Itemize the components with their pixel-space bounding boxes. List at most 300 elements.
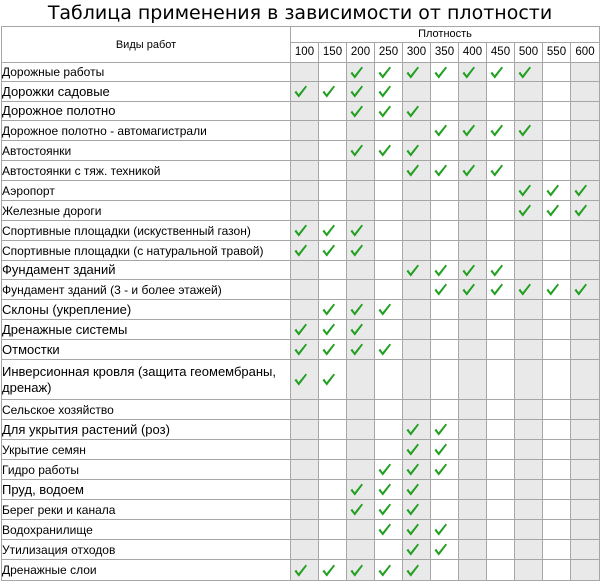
density-cell-450 <box>487 440 515 460</box>
work-type-label: Пруд, водоем <box>2 480 291 500</box>
density-cell-350 <box>431 360 459 400</box>
density-cell-300 <box>403 280 431 300</box>
table-row <box>2 480 600 500</box>
density-cell-550 <box>543 121 571 141</box>
density-cell-250 <box>375 280 403 300</box>
density-cell-400 <box>459 400 487 420</box>
types-header: Виды работ <box>2 27 291 63</box>
density-cell-400 <box>459 320 487 340</box>
density-cell-600 <box>571 540 600 560</box>
density-cell-200 <box>347 241 375 261</box>
density-cell-400 <box>459 300 487 320</box>
work-type-label: Отмостки <box>2 340 291 360</box>
density-cell-450 <box>487 221 515 241</box>
density-cell-450 <box>487 63 515 82</box>
density-cell-250 <box>375 161 403 181</box>
density-cell-450 <box>487 241 515 261</box>
density-cell-150 <box>319 360 347 400</box>
density-cell-550 <box>543 300 571 320</box>
density-500: 500 <box>515 43 543 63</box>
density-cell-400 <box>459 63 487 82</box>
density-cell-450 <box>487 181 515 201</box>
density-cell-600 <box>571 102 600 121</box>
density-cell-400 <box>459 480 487 500</box>
density-cell-500 <box>515 340 543 360</box>
density-cell-450 <box>487 520 515 540</box>
checkmark-icon <box>349 342 364 357</box>
density-cell-100 <box>291 82 319 102</box>
work-type-label: Сельское хозяйство <box>2 400 291 420</box>
density-cell-200 <box>347 420 375 440</box>
density-cell-550 <box>543 460 571 480</box>
table-row <box>2 241 600 261</box>
checkmark-icon <box>545 282 560 297</box>
density-cell-150 <box>319 280 347 300</box>
density-cell-500 <box>515 420 543 440</box>
density-cell-600 <box>571 480 600 500</box>
checkmark-icon <box>517 203 532 218</box>
density-cell-200 <box>347 520 375 540</box>
density-cell-400 <box>459 520 487 540</box>
density-cell-100 <box>291 460 319 480</box>
density-cell-400 <box>459 500 487 520</box>
density-cell-150 <box>319 141 347 161</box>
work-type-label: Утилизация отходов <box>2 540 291 560</box>
checkmark-icon <box>293 563 308 578</box>
density-cell-350 <box>431 520 459 540</box>
density-cell-600 <box>571 181 600 201</box>
density-cell-150 <box>319 82 347 102</box>
density-cell-450 <box>487 141 515 161</box>
density-cell-350 <box>431 241 459 261</box>
density-cell-600 <box>571 440 600 460</box>
density-cell-450 <box>487 201 515 221</box>
density-cell-550 <box>543 320 571 340</box>
density-cell-350 <box>431 320 459 340</box>
density-cell-450 <box>487 400 515 420</box>
density-cell-250 <box>375 63 403 82</box>
density-cell-600 <box>571 261 600 280</box>
density-cell-350 <box>431 201 459 221</box>
work-type-label: Берег реки и канала <box>2 500 291 520</box>
density-cell-400 <box>459 201 487 221</box>
density-cell-150 <box>319 201 347 221</box>
density-cell-500 <box>515 460 543 480</box>
density-cell-250 <box>375 340 403 360</box>
density-cell-500 <box>515 63 543 82</box>
density-cell-500 <box>515 241 543 261</box>
density-cell-600 <box>571 121 600 141</box>
density-cell-100 <box>291 300 319 320</box>
density-cell-400 <box>459 102 487 121</box>
checkmark-icon <box>489 163 504 178</box>
density-cell-400 <box>459 460 487 480</box>
density-cell-600 <box>571 280 600 300</box>
density-cell-350 <box>431 141 459 161</box>
density-cell-500 <box>515 360 543 400</box>
checkmark-icon <box>405 104 420 119</box>
checkmark-icon <box>517 65 532 80</box>
checkmark-icon <box>293 223 308 238</box>
density-cell-300 <box>403 360 431 400</box>
density-cell-250 <box>375 400 403 420</box>
density-cell-600 <box>571 520 600 540</box>
density-600: 600 <box>571 43 600 63</box>
density-cell-100 <box>291 63 319 82</box>
density-cell-250 <box>375 102 403 121</box>
density-cell-200 <box>347 400 375 420</box>
checkmark-icon <box>461 163 476 178</box>
density-cell-100 <box>291 440 319 460</box>
checkmark-icon <box>517 123 532 138</box>
density-cell-500 <box>515 560 543 581</box>
density-cell-500 <box>515 181 543 201</box>
density-cell-100 <box>291 480 319 500</box>
checkmark-icon <box>405 163 420 178</box>
work-type-label: Дорожное полотно - автомагистрали <box>2 121 291 141</box>
density-cell-300 <box>403 300 431 320</box>
density-cell-450 <box>487 82 515 102</box>
table-row <box>2 181 600 201</box>
table-row <box>2 340 600 360</box>
density-cell-450 <box>487 340 515 360</box>
density-cell-600 <box>571 241 600 261</box>
checkmark-icon <box>405 482 420 497</box>
density-cell-150 <box>319 440 347 460</box>
density-cell-200 <box>347 141 375 161</box>
table-row <box>2 440 600 460</box>
density-cell-100 <box>291 400 319 420</box>
density-cell-600 <box>571 300 600 320</box>
density-cell-150 <box>319 340 347 360</box>
table-row <box>2 300 600 320</box>
table-row <box>2 400 600 420</box>
work-type-label: Автостоянки с тяж. техникой <box>2 161 291 181</box>
density-cell-250 <box>375 480 403 500</box>
density-cell-600 <box>571 400 600 420</box>
density-cell-250 <box>375 300 403 320</box>
density-cell-250 <box>375 181 403 201</box>
density-cell-350 <box>431 221 459 241</box>
checkmark-icon <box>349 65 364 80</box>
density-cell-250 <box>375 82 403 102</box>
density-cell-400 <box>459 340 487 360</box>
density-cell-550 <box>543 280 571 300</box>
checkmark-icon <box>349 243 364 258</box>
density-cell-400 <box>459 280 487 300</box>
table-row <box>2 540 600 560</box>
density-cell-150 <box>319 540 347 560</box>
density-cell-200 <box>347 300 375 320</box>
density-cell-550 <box>543 221 571 241</box>
checkmark-icon <box>377 104 392 119</box>
density-cell-400 <box>459 241 487 261</box>
checkmark-icon <box>377 65 392 80</box>
density-cell-350 <box>431 400 459 420</box>
checkmark-icon <box>461 65 476 80</box>
density-cell-450 <box>487 360 515 400</box>
density-cell-400 <box>459 420 487 440</box>
density-cell-500 <box>515 102 543 121</box>
checkmark-icon <box>349 502 364 517</box>
density-cell-200 <box>347 161 375 181</box>
density-cell-300 <box>403 500 431 520</box>
density-cell-350 <box>431 460 459 480</box>
checkmark-icon <box>377 84 392 99</box>
checkmark-icon <box>405 263 420 278</box>
density-cell-500 <box>515 121 543 141</box>
density-cell-400 <box>459 82 487 102</box>
checkmark-icon <box>517 183 532 198</box>
density-cell-500 <box>515 520 543 540</box>
density-cell-250 <box>375 221 403 241</box>
checkmark-icon <box>573 183 588 198</box>
density-cell-550 <box>543 500 571 520</box>
density-cell-450 <box>487 500 515 520</box>
density-cell-100 <box>291 520 319 540</box>
table-row <box>2 520 600 540</box>
checkmark-icon <box>349 84 364 99</box>
checkmark-icon <box>349 223 364 238</box>
density-cell-500 <box>515 201 543 221</box>
density-cell-300 <box>403 141 431 161</box>
density-cell-500 <box>515 440 543 460</box>
density-cell-400 <box>459 121 487 141</box>
density-cell-200 <box>347 500 375 520</box>
density-cell-100 <box>291 261 319 280</box>
density-cell-450 <box>487 261 515 280</box>
density-cell-350 <box>431 63 459 82</box>
density-cell-400 <box>459 540 487 560</box>
density-cell-200 <box>347 460 375 480</box>
density-cell-250 <box>375 500 403 520</box>
density-cell-600 <box>571 420 600 440</box>
density-150: 150 <box>319 43 347 63</box>
density-cell-550 <box>543 520 571 540</box>
density-cell-250 <box>375 141 403 161</box>
density-cell-150 <box>319 221 347 241</box>
work-type-label: Дорожное полотно <box>2 102 291 121</box>
density-cell-150 <box>319 181 347 201</box>
density-cell-250 <box>375 460 403 480</box>
checkmark-icon <box>321 563 336 578</box>
density-cell-450 <box>487 420 515 440</box>
density-cell-100 <box>291 280 319 300</box>
density-cell-200 <box>347 261 375 280</box>
checkmark-icon <box>321 372 336 387</box>
checkmark-icon <box>405 462 420 477</box>
density-cell-350 <box>431 102 459 121</box>
density-cell-450 <box>487 102 515 121</box>
density-cell-150 <box>319 520 347 540</box>
density-cell-200 <box>347 540 375 560</box>
table-row <box>2 201 600 221</box>
density-cell-600 <box>571 201 600 221</box>
density-300: 300 <box>403 43 431 63</box>
density-cell-400 <box>459 560 487 581</box>
work-type-label: Гидро работы <box>2 460 291 480</box>
density-cell-200 <box>347 360 375 400</box>
density-cell-100 <box>291 540 319 560</box>
checkmark-icon <box>461 282 476 297</box>
density-cell-150 <box>319 241 347 261</box>
work-type-label: Спортивные площадки (с натуральной травой) <box>2 241 291 261</box>
checkmark-icon <box>517 282 532 297</box>
density-cell-550 <box>543 420 571 440</box>
density-cell-600 <box>571 221 600 241</box>
density-cell-600 <box>571 141 600 161</box>
checkmark-icon <box>349 302 364 317</box>
density-cell-500 <box>515 221 543 241</box>
density-cell-350 <box>431 420 459 440</box>
density-cell-250 <box>375 540 403 560</box>
density-cell-200 <box>347 82 375 102</box>
table-row <box>2 360 600 400</box>
density-cell-450 <box>487 540 515 560</box>
checkmark-icon <box>321 342 336 357</box>
density-250: 250 <box>375 43 403 63</box>
table-row <box>2 121 600 141</box>
checkmark-icon <box>433 65 448 80</box>
density-cell-500 <box>515 280 543 300</box>
density-cell-600 <box>571 340 600 360</box>
work-type-label: Дренажные слои <box>2 560 291 581</box>
density-cell-350 <box>431 480 459 500</box>
density-cell-350 <box>431 560 459 581</box>
density-cell-300 <box>403 460 431 480</box>
table-row <box>2 420 600 440</box>
checkmark-icon <box>461 123 476 138</box>
density-cell-200 <box>347 480 375 500</box>
table-row <box>2 63 600 82</box>
checkmark-icon <box>433 422 448 437</box>
checkmark-icon <box>461 263 476 278</box>
work-type-label: Дорожки садовые <box>2 82 291 102</box>
checkmark-icon <box>405 542 420 557</box>
density-cell-200 <box>347 102 375 121</box>
density-table <box>1 26 600 581</box>
checkmark-icon <box>405 563 420 578</box>
density-cell-500 <box>515 400 543 420</box>
density-cell-100 <box>291 340 319 360</box>
density-cell-300 <box>403 340 431 360</box>
density-cell-200 <box>347 560 375 581</box>
density-cell-550 <box>543 440 571 460</box>
density-cell-500 <box>515 161 543 181</box>
density-cell-300 <box>403 161 431 181</box>
density-cell-200 <box>347 201 375 221</box>
density-cell-600 <box>571 460 600 480</box>
density-cell-200 <box>347 121 375 141</box>
checkmark-icon <box>377 302 392 317</box>
checkmark-icon <box>377 563 392 578</box>
density-cell-300 <box>403 82 431 102</box>
checkmark-icon <box>433 263 448 278</box>
checkmark-icon <box>405 65 420 80</box>
density-cell-150 <box>319 320 347 340</box>
density-cell-200 <box>347 221 375 241</box>
work-type-label: Автостоянки <box>2 141 291 161</box>
density-cell-550 <box>543 560 571 581</box>
header-row-top <box>2 27 600 43</box>
density-cell-100 <box>291 102 319 121</box>
density-cell-550 <box>543 201 571 221</box>
density-cell-250 <box>375 201 403 221</box>
density-cell-350 <box>431 540 459 560</box>
table-row <box>2 280 600 300</box>
checkmark-icon <box>293 342 308 357</box>
table-title: Таблица применения в зависимости от плотности <box>47 2 553 24</box>
checkmark-icon <box>293 372 308 387</box>
density-cell-350 <box>431 280 459 300</box>
checkmark-icon <box>405 522 420 537</box>
density-cell-150 <box>319 420 347 440</box>
density-cell-350 <box>431 121 459 141</box>
checkmark-icon <box>573 203 588 218</box>
checkmark-icon <box>349 143 364 158</box>
density-cell-250 <box>375 420 403 440</box>
checkmark-icon <box>321 84 336 99</box>
checkmark-icon <box>377 482 392 497</box>
density-cell-200 <box>347 181 375 201</box>
work-type-label: Дорожные работы <box>2 63 291 82</box>
checkmark-icon <box>293 84 308 99</box>
density-cell-500 <box>515 300 543 320</box>
density-cell-350 <box>431 181 459 201</box>
checkmark-icon <box>573 282 588 297</box>
density-400: 400 <box>459 43 487 63</box>
density-cell-350 <box>431 340 459 360</box>
density-cell-150 <box>319 63 347 82</box>
checkmark-icon <box>321 243 336 258</box>
density-cell-500 <box>515 261 543 280</box>
density-cell-500 <box>515 500 543 520</box>
density-200: 200 <box>347 43 375 63</box>
checkmark-icon <box>545 203 560 218</box>
checkmark-icon <box>489 282 504 297</box>
checkmark-icon <box>433 442 448 457</box>
density-350: 350 <box>431 43 459 63</box>
work-type-label: Водохранилище <box>2 520 291 540</box>
checkmark-icon <box>349 482 364 497</box>
density-cell-150 <box>319 121 347 141</box>
checkmark-icon <box>405 502 420 517</box>
density-cell-550 <box>543 400 571 420</box>
density-cell-150 <box>319 400 347 420</box>
table-row <box>2 500 600 520</box>
density-cell-450 <box>487 121 515 141</box>
density-cell-200 <box>347 320 375 340</box>
checkmark-icon <box>489 65 504 80</box>
density-cell-550 <box>543 261 571 280</box>
checkmark-icon <box>377 143 392 158</box>
density-cell-150 <box>319 460 347 480</box>
checkmark-icon <box>349 563 364 578</box>
checkmark-icon <box>349 322 364 337</box>
work-type-label: Для укрытия растений (роз) <box>2 420 291 440</box>
density-cell-100 <box>291 360 319 400</box>
density-cell-600 <box>571 500 600 520</box>
density-cell-300 <box>403 520 431 540</box>
checkmark-icon <box>433 462 448 477</box>
density-cell-150 <box>319 161 347 181</box>
work-type-label: Укрытие семян <box>2 440 291 460</box>
checkmark-icon <box>433 163 448 178</box>
checkmark-icon <box>405 422 420 437</box>
table-row <box>2 221 600 241</box>
density-cell-300 <box>403 420 431 440</box>
density-cell-500 <box>515 82 543 102</box>
